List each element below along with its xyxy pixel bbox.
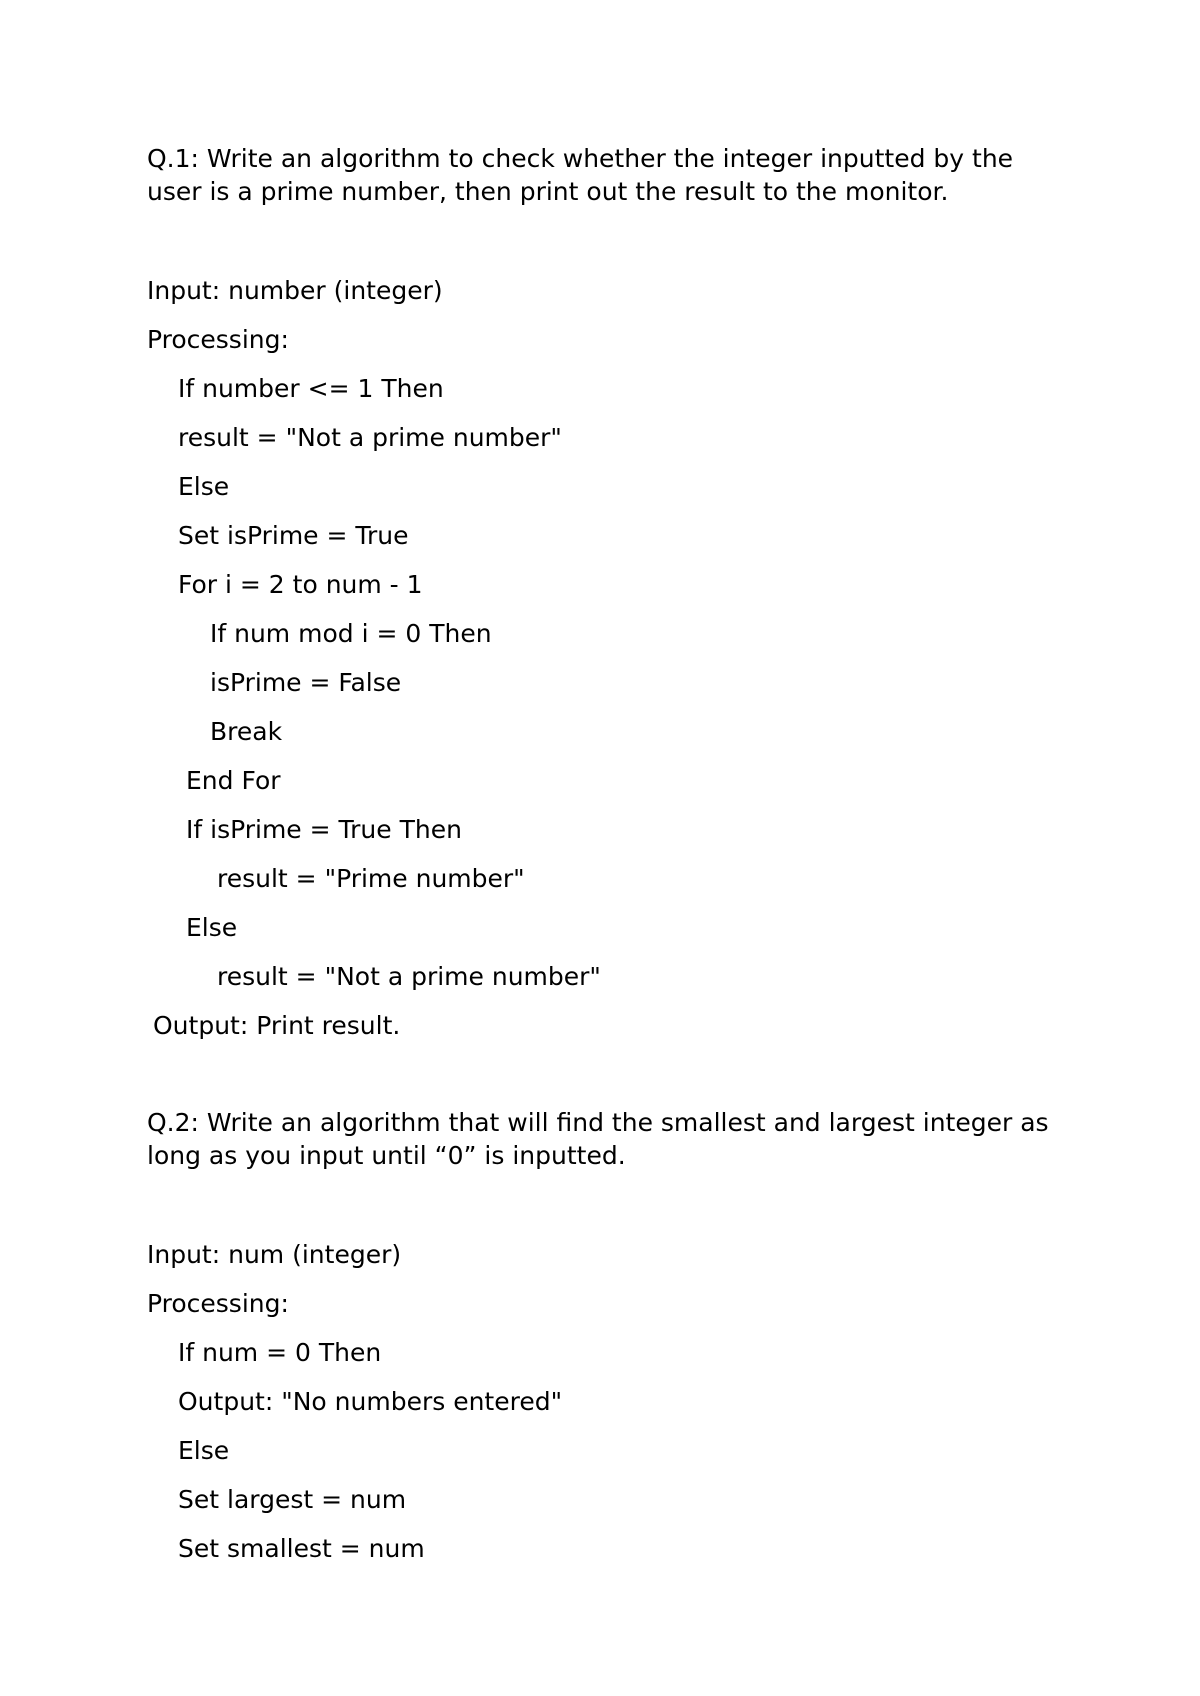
q1-if-number-line: If number <= 1 Then xyxy=(178,374,444,403)
q1-output-line: Output: Print result. xyxy=(153,1011,401,1040)
q1-break-line: Break xyxy=(210,717,283,746)
q1-for-line: For i = 2 to num - 1 xyxy=(178,570,423,599)
q2-processing-label: Processing: xyxy=(147,1289,289,1318)
q2-input-line: Input: num (integer) xyxy=(147,1240,402,1269)
q1-else-line-2: Else xyxy=(186,913,238,942)
q1-if-mod-line: If num mod i = 0 Then xyxy=(210,619,492,648)
q1-processing-label: Processing: xyxy=(147,325,289,354)
q1-result-not-prime-line-2: result = "Not a prime number" xyxy=(217,962,601,991)
q1-else-line: Else xyxy=(178,472,230,501)
q1-if-isprime-true-line: If isPrime = True Then xyxy=(186,815,462,844)
q1-set-isprime-line: Set isPrime = True xyxy=(178,521,409,550)
q1-result-not-prime-line: result = "Not a prime number" xyxy=(178,423,562,452)
question-1-text: Q.1: Write an algorithm to check whether the integer inputted by the user is a prime number, then print out the result to the monitor. xyxy=(147,144,1014,206)
q1-isprime-false-line: isPrime = False xyxy=(210,668,402,697)
q2-else-line: Else xyxy=(178,1436,230,1465)
q2-set-largest-line: Set largest = num xyxy=(178,1485,407,1514)
q1-result-prime-line: result = "Prime number" xyxy=(217,864,525,893)
q2-if-num-zero-line: If num = 0 Then xyxy=(178,1338,382,1367)
q1-end-for-line: End For xyxy=(186,766,281,795)
q1-input-line: Input: number (integer) xyxy=(147,276,443,305)
q2-output-no-numbers-line: Output: "No numbers entered" xyxy=(178,1387,563,1416)
q2-set-smallest-line: Set smallest = num xyxy=(178,1534,425,1563)
question-2-text: Q.2: Write an algorithm that will find the smallest and largest integer as long as you input until “0” is inputted. xyxy=(147,1108,1049,1170)
